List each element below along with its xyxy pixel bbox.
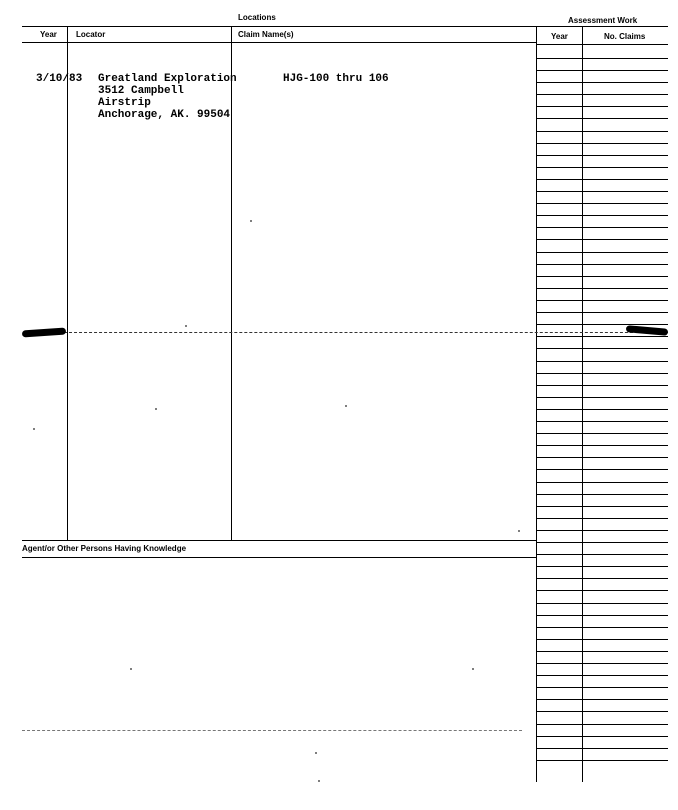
assessment-row-rule — [536, 554, 668, 555]
scan-speck — [130, 668, 132, 670]
claim-names-column-header: Claim Name(s) — [238, 30, 294, 39]
assessment-row-rule — [536, 578, 668, 579]
assessment-row-rule — [536, 409, 668, 410]
assessment-row-rule — [536, 457, 668, 458]
assessment-row-rule — [536, 227, 668, 228]
assessment-row-rule — [536, 603, 668, 604]
assessment-row-rule — [536, 651, 668, 652]
assessment-row-rule — [536, 397, 668, 398]
assessment-row-rule — [536, 131, 668, 132]
assessment-row-rule — [536, 639, 668, 640]
assessment-row-rule — [536, 215, 668, 216]
scan-speck — [155, 408, 157, 410]
assessment-header-bottom-rule — [536, 44, 668, 45]
assessment-row-rule — [536, 361, 668, 362]
assessment-year-column-header: Year — [551, 32, 568, 41]
assessment-row-rule — [536, 385, 668, 386]
assessment-row-rule — [536, 300, 668, 301]
locator-line-3: Airstrip — [98, 97, 151, 109]
assessment-row-rule — [536, 724, 668, 725]
assessment-row-rule — [536, 482, 668, 483]
assessment-row-rule — [536, 530, 668, 531]
assessment-row-rule — [536, 155, 668, 156]
assessment-row-rule — [536, 542, 668, 543]
year-column-header: Year — [40, 30, 57, 39]
assessment-row-rule — [536, 276, 668, 277]
scan-speck — [33, 428, 35, 430]
assessment-row-rule — [536, 663, 668, 664]
assessment-row-rule — [536, 58, 668, 59]
assessment-row-rule — [536, 566, 668, 567]
scan-speck — [518, 530, 520, 532]
locator-column-header: Locator — [76, 30, 106, 39]
binder-mark-left — [22, 327, 66, 337]
binder-mark-right — [626, 325, 668, 336]
agent-section-rule — [22, 557, 536, 558]
assessment-row-rule — [536, 348, 668, 349]
assessment-row-rule — [536, 373, 668, 374]
assessment-row-rule — [536, 94, 668, 95]
locations-heading: Locations — [238, 13, 276, 22]
assessment-row-rule — [536, 748, 668, 749]
assessment-row-rule — [536, 167, 668, 168]
scan-speck — [345, 405, 347, 407]
locator-claims-divider — [231, 26, 232, 540]
assessment-row-rule — [536, 106, 668, 107]
scan-speck — [185, 325, 187, 327]
assessment-row-rule — [536, 312, 668, 313]
assessment-row-rule — [536, 70, 668, 71]
locator-line-1: Greatland Exploration — [98, 73, 237, 85]
assessment-row-rule — [536, 675, 668, 676]
assessment-row-rule — [536, 203, 668, 204]
assessment-row-rule — [536, 288, 668, 289]
header-top-rule — [22, 26, 668, 27]
locations-table-bottom-rule — [22, 540, 536, 541]
lower-dashed-line — [22, 730, 522, 731]
scan-speck — [250, 220, 252, 222]
assessment-row-rule — [536, 421, 668, 422]
scan-speck — [472, 668, 474, 670]
locations-header-bottom-rule — [22, 42, 536, 43]
year-locator-divider — [67, 26, 68, 540]
assessment-row-rule — [536, 711, 668, 712]
assessment-row-rule — [536, 191, 668, 192]
assessment-left-border — [536, 26, 537, 782]
assessment-row-rule — [536, 264, 668, 265]
assessment-row-rule — [536, 336, 668, 337]
no-claims-column-header: No. Claims — [604, 32, 646, 41]
assessment-row-rule — [536, 760, 668, 761]
assessment-row-rule — [536, 118, 668, 119]
assessment-row-rule — [536, 324, 668, 325]
claim-names-entry: HJG-100 thru 106 — [283, 73, 389, 85]
assessment-row-rule — [536, 179, 668, 180]
assessment-row-rule — [536, 627, 668, 628]
fold-line — [64, 332, 668, 333]
assessment-row-rule — [536, 736, 668, 737]
assessment-row-rule — [536, 699, 668, 700]
assessment-row-rule — [536, 252, 668, 253]
assessment-row-rule — [536, 469, 668, 470]
assessment-row-rule — [536, 687, 668, 688]
assessment-row-rule — [536, 82, 668, 83]
agent-section-label: Agent/or Other Persons Having Knowledge — [22, 544, 187, 553]
scan-speck — [315, 752, 317, 754]
entry-date: 3/10/83 — [36, 73, 83, 85]
assessment-row-rule — [536, 506, 668, 507]
assessment-row-rule — [536, 518, 668, 519]
assessment-row-rule — [536, 445, 668, 446]
locator-line-2: 3512 Campbell — [98, 85, 184, 97]
locator-line-4: Anchorage, AK. 99504 — [98, 109, 231, 121]
assessment-row-rule — [536, 433, 668, 434]
assessment-work-heading: Assessment Work — [568, 16, 638, 25]
assessment-row-rule — [536, 615, 668, 616]
assessment-row-rule — [536, 239, 668, 240]
assessment-row-rule — [536, 143, 668, 144]
assessment-year-divider — [582, 26, 583, 782]
assessment-row-rule — [536, 590, 668, 591]
assessment-row-rule — [536, 494, 668, 495]
scan-speck — [318, 780, 320, 782]
